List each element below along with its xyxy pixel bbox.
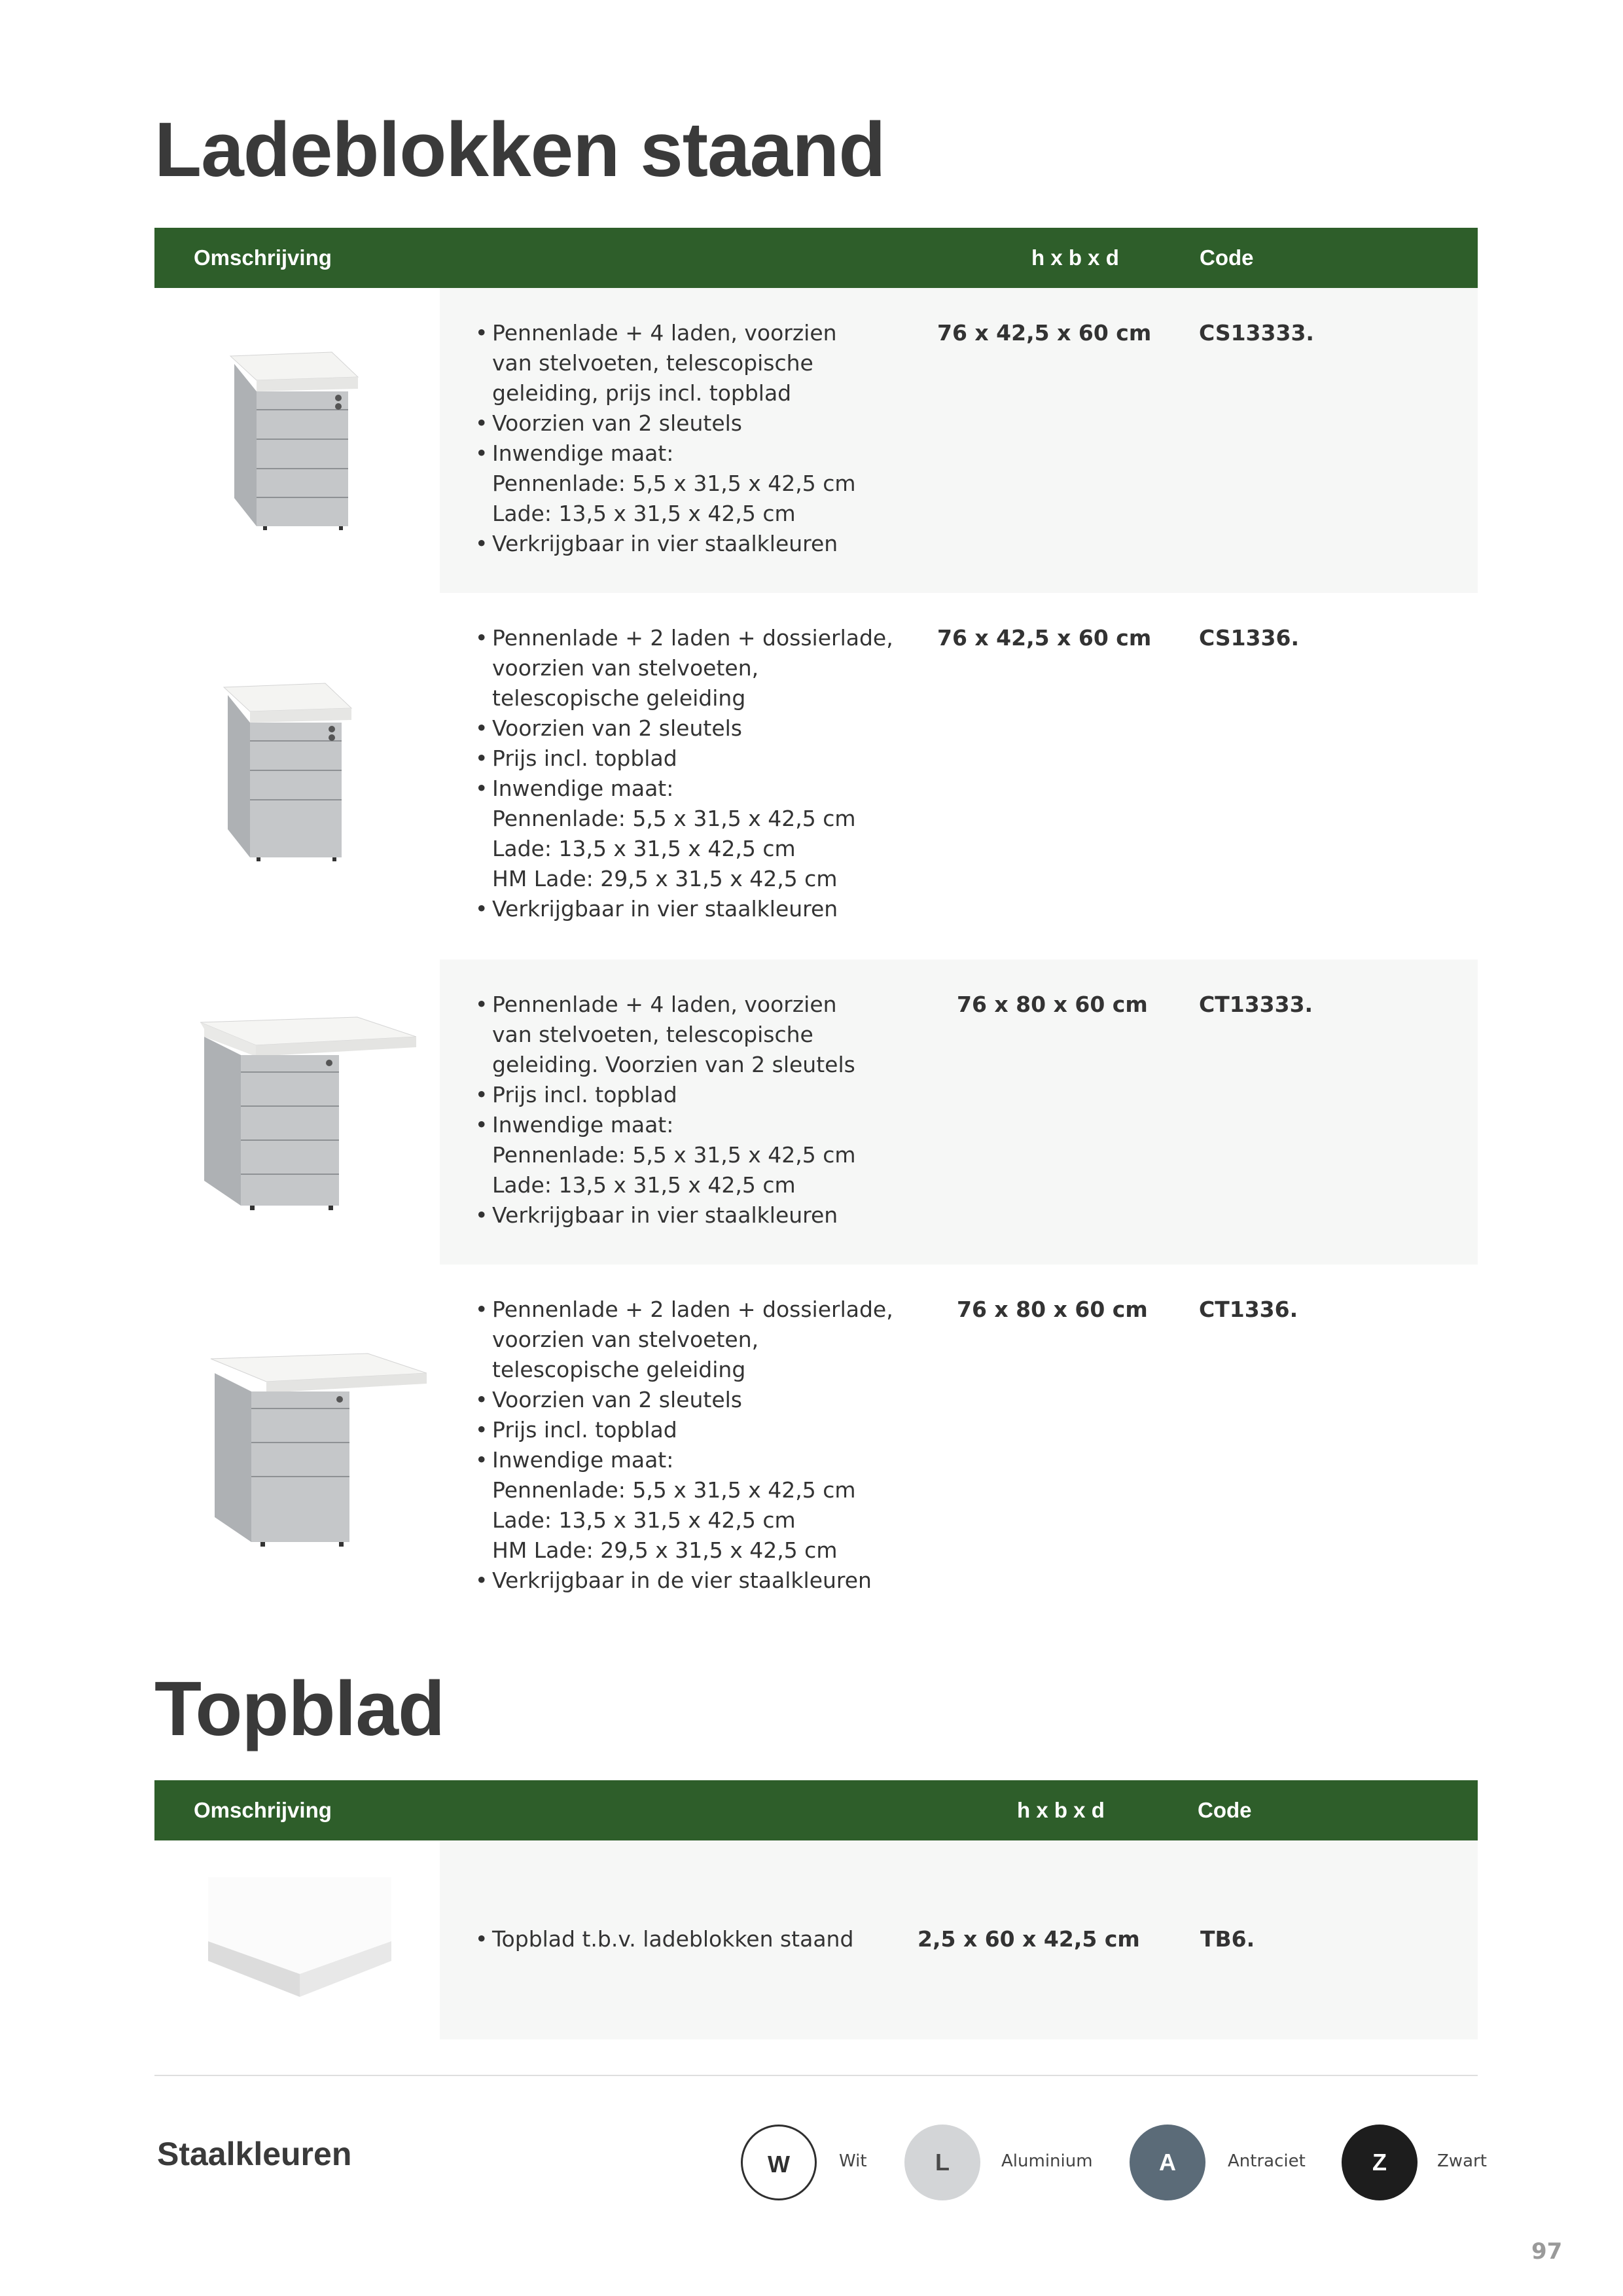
desc-line: • Verkrijgbaar in vier staalkleuren (475, 894, 1038, 924)
product-image-ct1336 (154, 1265, 440, 1631)
row-code: CS1336. (1199, 625, 1299, 651)
row-description (475, 990, 1038, 1230)
desc-line: • Prijs incl. topblad (475, 1415, 1038, 1445)
desc-line: • Prijs incl. topblad (475, 744, 1038, 774)
row-description (475, 1295, 1038, 1596)
table-row (154, 1265, 1478, 1631)
desc-line: • Pennenlade + 4 laden, voorzien (475, 990, 1038, 1020)
desc-line: Lade: 13,5 x 31,5 x 42,5 cm (492, 1172, 796, 1198)
colors-title: Staalkleuren (157, 2136, 352, 2172)
row-dims: 2,5 x 60 x 42,5 cm (918, 1926, 1140, 1952)
table-header (154, 228, 1478, 288)
swatch-antraciet: A (1130, 2125, 1205, 2200)
row-dims: 76 x 42,5 x 60 cm (937, 320, 1152, 346)
desc-line: • Inwendige maat: (475, 1445, 1038, 1475)
desc-line: • Pennenlade + 4 laden, voorzien (475, 318, 1038, 348)
desc-line: telescopische geleiding (492, 1357, 746, 1382)
page-number: 97 (1531, 2238, 1563, 2265)
desc-line: • Voorzien van 2 sleutels (475, 713, 1038, 744)
desc-line: Pennenlade: 5,5 x 31,5 x 42,5 cm (492, 1477, 856, 1503)
desc-line: • Voorzien van 2 sleutels (475, 1385, 1038, 1415)
desc-line: Pennenlade: 5,5 x 31,5 x 42,5 cm (492, 1142, 856, 1168)
swatch-aluminium: L (904, 2125, 980, 2200)
row-dims: 76 x 80 x 60 cm (957, 992, 1148, 1017)
section-title-topblad: Topblad (154, 1666, 445, 1752)
header-omschrijving: Omschrijving (194, 1798, 332, 1822)
swatch-label-antraciet: Antraciet (1228, 2151, 1306, 2171)
desc-line: geleiding, prijs incl. topblad (492, 380, 792, 406)
desc-line: • Verkrijgbaar in vier staalkleuren (475, 1200, 1038, 1230)
swatch-label-wit: Wit (839, 2151, 867, 2171)
product-image-cs1336 (154, 593, 440, 960)
header-omschrijving: Omschrijving (194, 245, 332, 270)
desc-line: van stelvoeten, telescopische (492, 1022, 813, 1047)
row-dims: 76 x 80 x 60 cm (957, 1297, 1148, 1322)
desc-line: • Inwendige maat: (475, 1110, 1038, 1140)
desc-line: van stelvoeten, telescopische (492, 350, 813, 376)
row-code: CS13333. (1199, 320, 1314, 346)
desc-line: • Voorzien van 2 sleutels (475, 408, 1038, 439)
row-description (475, 623, 1038, 924)
desc-line: voorzien van stelvoeten, (492, 655, 759, 681)
desc-line: • Pennenlade + 2 laden + dossierlade, (475, 1295, 1038, 1325)
product-image-tb6 (154, 1840, 440, 2039)
desc-line: • Verkrijgbaar in vier staalkleuren (475, 529, 1038, 559)
desc-line: • Inwendige maat: (475, 774, 1038, 804)
desc-line: HM Lade: 29,5 x 31,5 x 42,5 cm (492, 1537, 838, 1563)
desc-line: • Verkrijgbaar in de vier staalkleuren (475, 1566, 1038, 1596)
product-image-cs13333 (154, 288, 440, 593)
desc-line: • Pennenlade + 2 laden + dossierlade, (475, 623, 1038, 653)
row-code: CT13333. (1199, 992, 1313, 1017)
table-header (154, 1780, 1478, 1840)
desc-line: HM Lade: 29,5 x 31,5 x 42,5 cm (492, 866, 838, 891)
desc-line: • Inwendige maat: (475, 439, 1038, 469)
header-dims: h x b x d (1017, 1798, 1105, 1822)
swatch-zwart: Z (1342, 2125, 1418, 2200)
header-code: Code (1198, 1798, 1252, 1822)
row-dims: 76 x 42,5 x 60 cm (937, 625, 1152, 651)
row-code: CT1336. (1199, 1297, 1298, 1322)
row-description (475, 318, 1038, 559)
swatch-wit: W (741, 2125, 817, 2200)
table-row (154, 288, 1478, 593)
divider (154, 2075, 1478, 2076)
swatch-label-zwart: Zwart (1437, 2151, 1487, 2171)
row-code: TB6. (1200, 1926, 1255, 1952)
desc-line: Lade: 13,5 x 31,5 x 42,5 cm (492, 1507, 796, 1533)
swatch-label-aluminium: Aluminium (1001, 2151, 1093, 2171)
desc-line: Lade: 13,5 x 31,5 x 42,5 cm (492, 501, 796, 526)
desc-line: • Topblad t.b.v. ladeblokken staand (475, 1924, 1038, 1954)
header-code: Code (1200, 245, 1254, 270)
table-row (154, 1840, 1478, 2039)
table-row (154, 593, 1478, 960)
desc-line: • Prijs incl. topblad (475, 1080, 1038, 1110)
section-title-ladeblokken: Ladeblokken staand (154, 107, 885, 193)
table-row (154, 960, 1478, 1265)
desc-line: geleiding. Voorzien van 2 sleutels (492, 1052, 855, 1077)
desc-line: telescopische geleiding (492, 685, 746, 711)
desc-line: Lade: 13,5 x 31,5 x 42,5 cm (492, 836, 796, 861)
product-image-ct13333 (154, 960, 440, 1265)
desc-line: Pennenlade: 5,5 x 31,5 x 42,5 cm (492, 471, 856, 496)
header-dims: h x b x d (1031, 245, 1119, 270)
desc-line: voorzien van stelvoeten, (492, 1327, 759, 1352)
desc-line: Pennenlade: 5,5 x 31,5 x 42,5 cm (492, 806, 856, 831)
